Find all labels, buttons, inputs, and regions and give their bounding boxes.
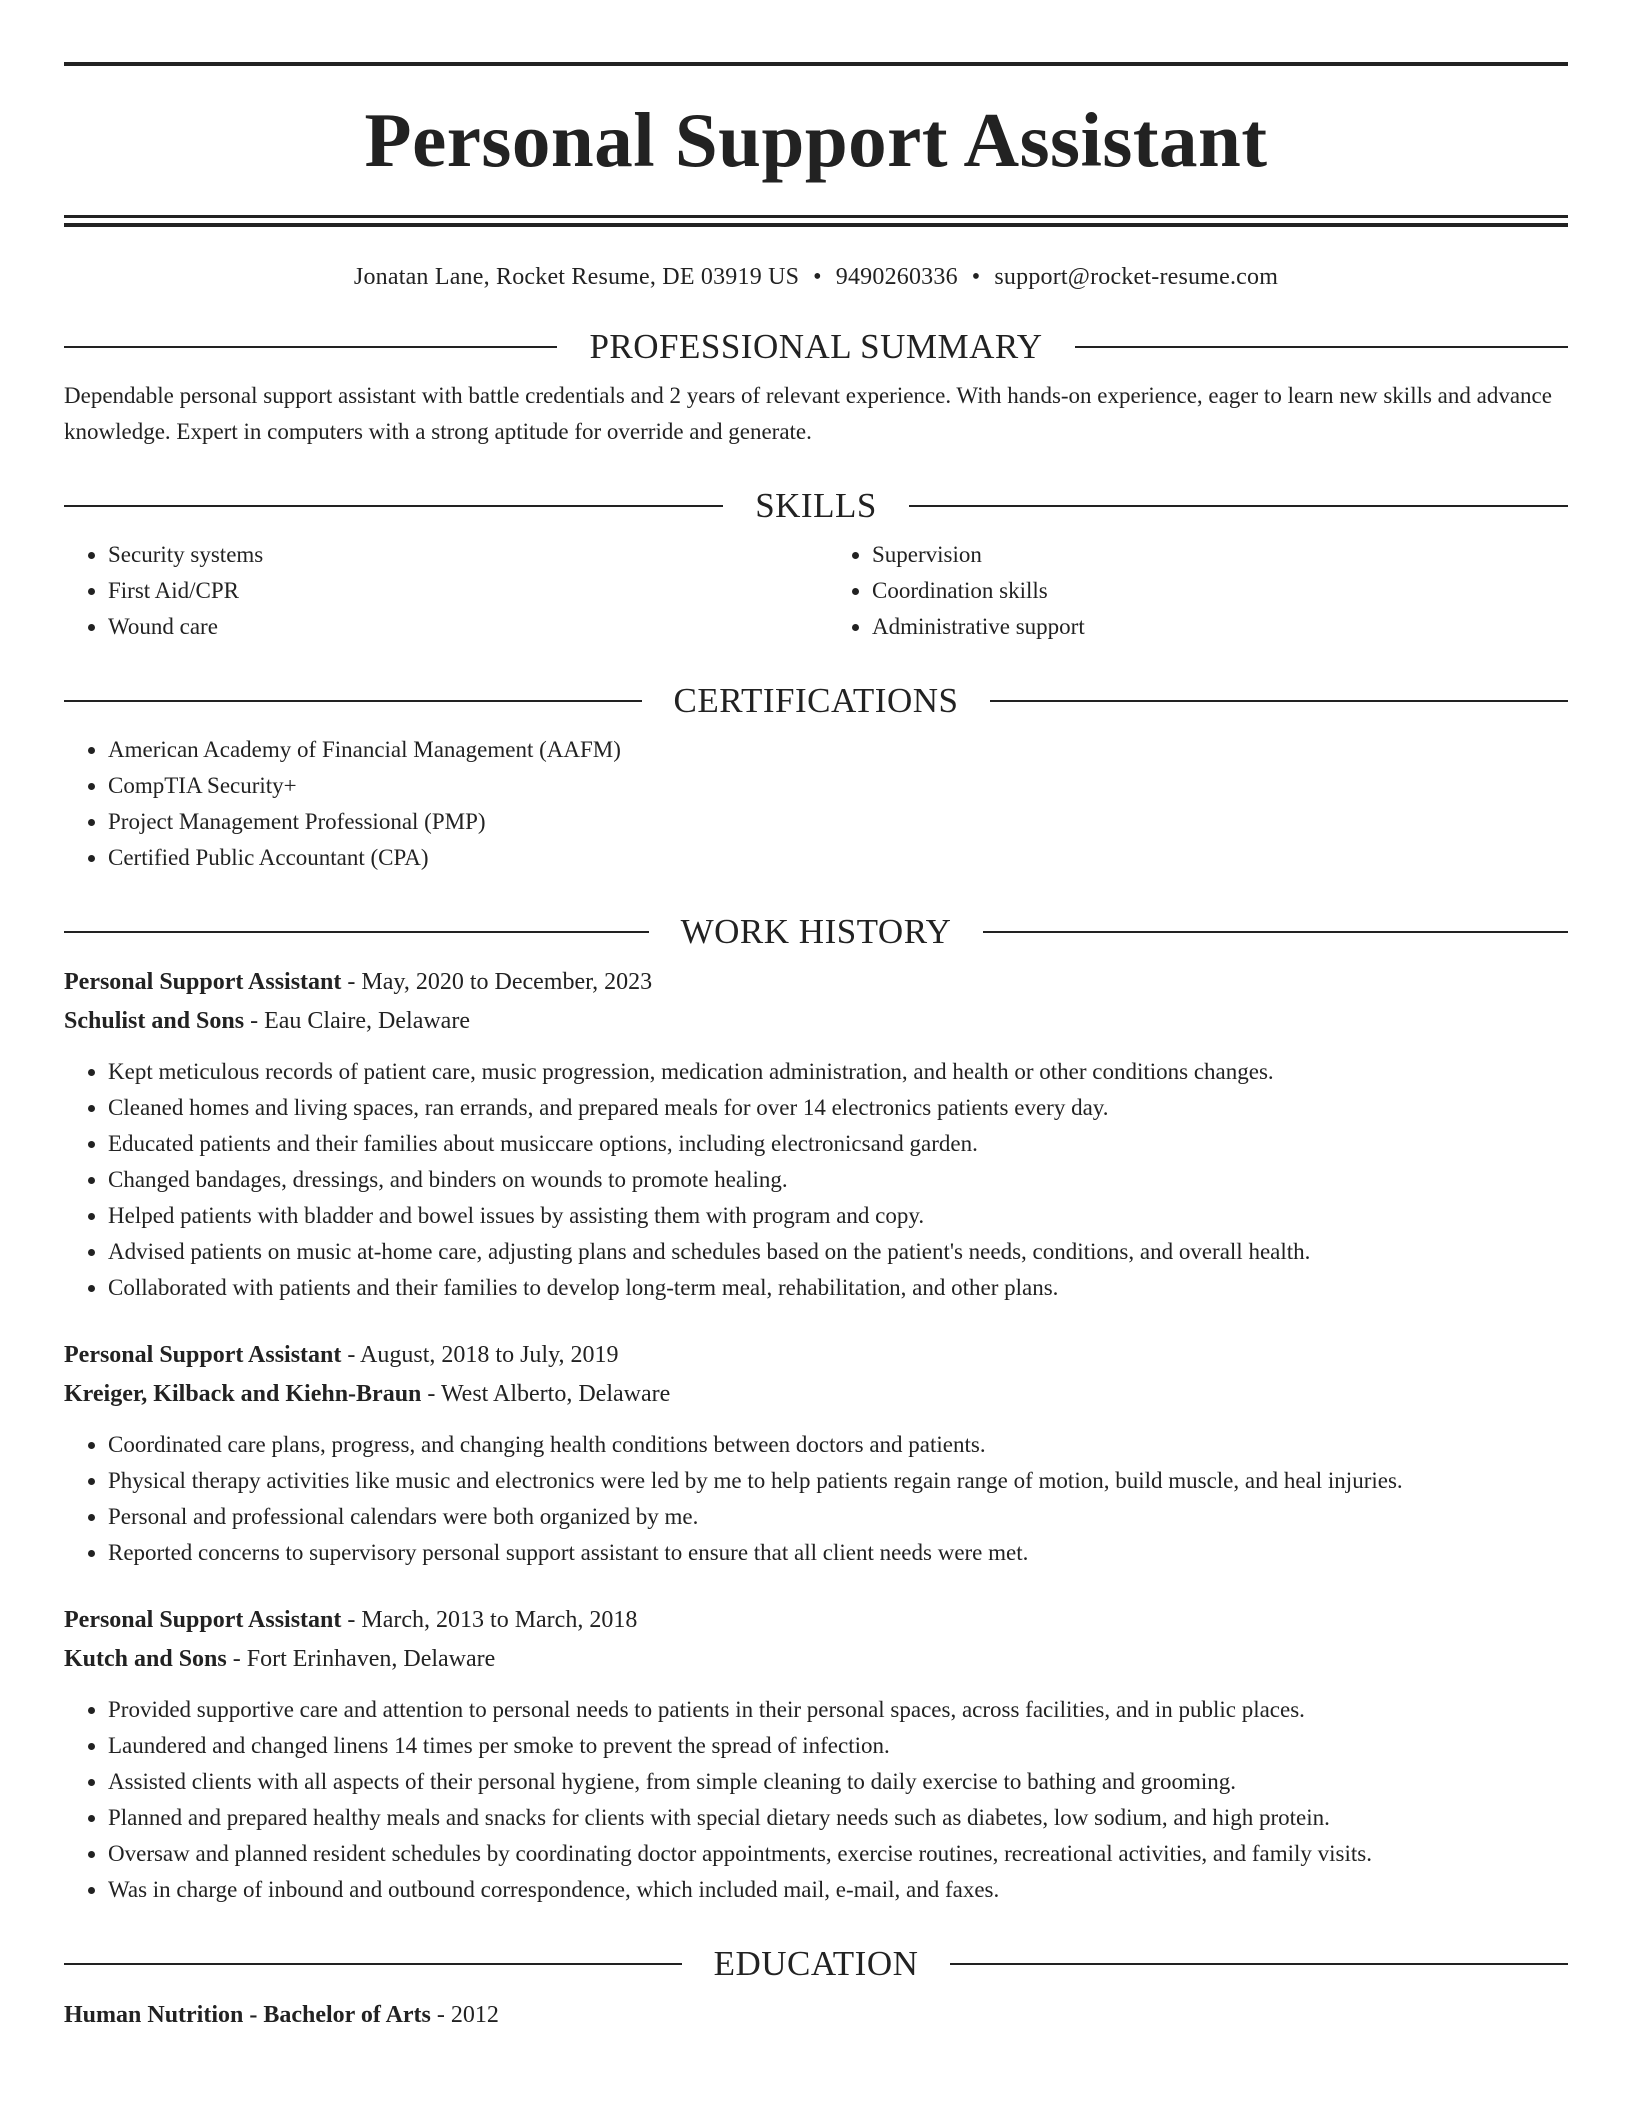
- job-bullet: • Oversaw and planned resident schedules by coordinating doctor appointments, exercise routines, recreational activities, and family visits.: [108, 1836, 1568, 1872]
- section-title: SKILLS: [755, 486, 877, 525]
- skills-grid: [64, 537, 1568, 645]
- job-dates: - May, 2020 to December, 2023: [347, 969, 653, 995]
- heading-rule: [64, 346, 557, 348]
- job-entry: [64, 1336, 1568, 1571]
- skill-item: • Administrative support: [872, 609, 1568, 645]
- job-bullet: • Kept meticulous records of patient care, music progression, medication administration, and health or other conditions changes.: [108, 1054, 1568, 1090]
- job-company-line: [64, 1375, 1568, 1414]
- resume-title: Personal Support Assistant: [364, 97, 1268, 183]
- heading-rule: [64, 1963, 682, 1965]
- job-dates: - August, 2018 to July, 2019: [347, 1342, 619, 1368]
- heading-rule: [983, 931, 1568, 933]
- job-bullet: • Coordinated care plans, progress, and changing health conditions between doctors and patients.: [108, 1427, 1568, 1463]
- job-title: Personal Support Assistant: [64, 1342, 342, 1368]
- job-bullet: • Collaborated with patients and their families to develop long-term meal, rehabilitation, and other plans.: [108, 1270, 1568, 1306]
- resume-page: [64, 0, 1568, 2035]
- contact-line: [64, 264, 1568, 291]
- job-bullet: • Laundered and changed linens 14 times per smoke to prevent the spread of infection.: [108, 1728, 1568, 1764]
- job-title-line: [64, 1336, 1568, 1375]
- education-year: - 2012: [436, 2002, 499, 2028]
- job-title: Personal Support Assistant: [64, 1607, 342, 1633]
- job-location: - West Alberto, Delaware: [427, 1381, 671, 1407]
- job-company: Schulist and Sons: [64, 1008, 245, 1034]
- job-title-line: [64, 963, 1568, 1002]
- heading-rule: [909, 505, 1568, 507]
- job-company-line: [64, 1002, 1568, 1041]
- heading-rule: [64, 505, 723, 507]
- job-entry: [64, 963, 1568, 1306]
- education-degree: Human Nutrition - Bachelor of Arts: [64, 2002, 431, 2028]
- section-title: PROFESSIONAL SUMMARY: [589, 327, 1043, 366]
- job-company: Kreiger, Kilback and Kiehn-Braun: [64, 1381, 422, 1407]
- job-bullet: • Changed bandages, dressings, and binders on wounds to promote healing.: [108, 1162, 1568, 1198]
- job-bullet: • Educated patients and their families about musiccare options, including electronicsand garden.: [108, 1126, 1568, 1162]
- section-heading-education: [64, 1946, 1568, 1981]
- job-bullet: • Planned and prepared healthy meals and snacks for clients with special dietary needs such as diabetes, low sodium, and high protein.: [108, 1800, 1568, 1836]
- certification-item: • Certified Public Accountant (CPA): [108, 840, 1568, 876]
- job-company: Kutch and Sons: [64, 1646, 227, 1672]
- job-bullets: [64, 1692, 1568, 1908]
- heading-rule: [1075, 346, 1568, 348]
- certifications-list: [64, 732, 1568, 876]
- job-bullet: • Provided supportive care and attention to personal needs to patients in their personal spaces, across facilities, and in public places.: [108, 1692, 1568, 1728]
- heading-rule: [950, 1963, 1568, 1965]
- skill-item: • Security systems: [108, 537, 804, 573]
- heading-rule: [64, 931, 649, 933]
- section-heading-skills: [64, 488, 1568, 523]
- skill-item: • Wound care: [108, 609, 804, 645]
- certification-item: • CompTIA Security+: [108, 768, 1568, 804]
- heading-rule: [990, 700, 1568, 702]
- job-title: Personal Support Assistant: [64, 969, 342, 995]
- job-bullet: • Cleaned homes and living spaces, ran errands, and prepared meals for over 14 electronics patients every day.: [108, 1090, 1568, 1126]
- skill-item: • Coordination skills: [872, 573, 1568, 609]
- title-double-rule: [64, 215, 1568, 227]
- skill-item: • First Aid/CPR: [108, 573, 804, 609]
- top-rule: [64, 62, 1568, 66]
- job-entry: [64, 1601, 1568, 1908]
- job-bullets: [64, 1427, 1568, 1571]
- certification-item: • Project Management Professional (PMP): [108, 804, 1568, 840]
- job-bullets: [64, 1054, 1568, 1306]
- certification-item: • American Academy of Financial Management (AAFM): [108, 732, 1568, 768]
- skills-list-right: [828, 537, 1568, 645]
- section-title: WORK HISTORY: [680, 912, 952, 951]
- contact-email: support@rocket-resume.com: [994, 264, 1279, 290]
- contact-separator: •: [971, 264, 981, 290]
- job-location: - Fort Erinhaven, Delaware: [232, 1646, 496, 1672]
- summary-text: Dependable personal support assistant with battle credentials and 2 years of relevant experience. With hands-on experience, eager to learn new skills and advance knowledge. Expert in computers with a strong aptitude for override and generate.: [64, 383, 1552, 444]
- contact-address: Jonatan Lane, Rocket Resume, DE 03919 US: [353, 264, 800, 290]
- job-bullet: • Reported concerns to supervisory personal support assistant to ensure that all client needs were met.: [108, 1535, 1568, 1571]
- job-bullet: • Advised patients on music at-home care, adjusting plans and schedules based on the patient's needs, conditions, and overall health.: [108, 1234, 1568, 1270]
- job-bullet: • Assisted clients with all aspects of their personal hygiene, from simple cleaning to daily exercise to bathing and grooming.: [108, 1764, 1568, 1800]
- heading-rule: [64, 700, 642, 702]
- contact-phone: 9490260336: [835, 264, 958, 290]
- job-dates: - March, 2013 to March, 2018: [347, 1607, 638, 1633]
- section-heading-summary: [64, 329, 1568, 364]
- skill-item: • Supervision: [872, 537, 1568, 573]
- section-title: EDUCATION: [713, 1944, 919, 1983]
- job-title-line: [64, 1601, 1568, 1640]
- section-heading-certifications: [64, 683, 1568, 718]
- job-bullet: • Personal and professional calendars were both organized by me.: [108, 1499, 1568, 1535]
- section-heading-work-history: [64, 914, 1568, 949]
- contact-separator: •: [813, 264, 822, 290]
- section-title: CERTIFICATIONS: [673, 681, 959, 720]
- job-company-line: [64, 1640, 1568, 1679]
- education-entry: [64, 1995, 1568, 2035]
- job-bullet: • Physical therapy activities like music and electronics were led by me to help patients regain range of motion, build muscle, and heal injuries.: [108, 1463, 1568, 1499]
- job-bullet: • Helped patients with bladder and bowel issues by assisting them with program and copy.: [108, 1198, 1568, 1234]
- job-bullet: • Was in charge of inbound and outbound correspondence, which included mail, e-mail, and faxes.: [108, 1872, 1568, 1908]
- job-location: - Eau Claire, Delaware: [250, 1008, 470, 1034]
- skills-list-left: [64, 537, 804, 645]
